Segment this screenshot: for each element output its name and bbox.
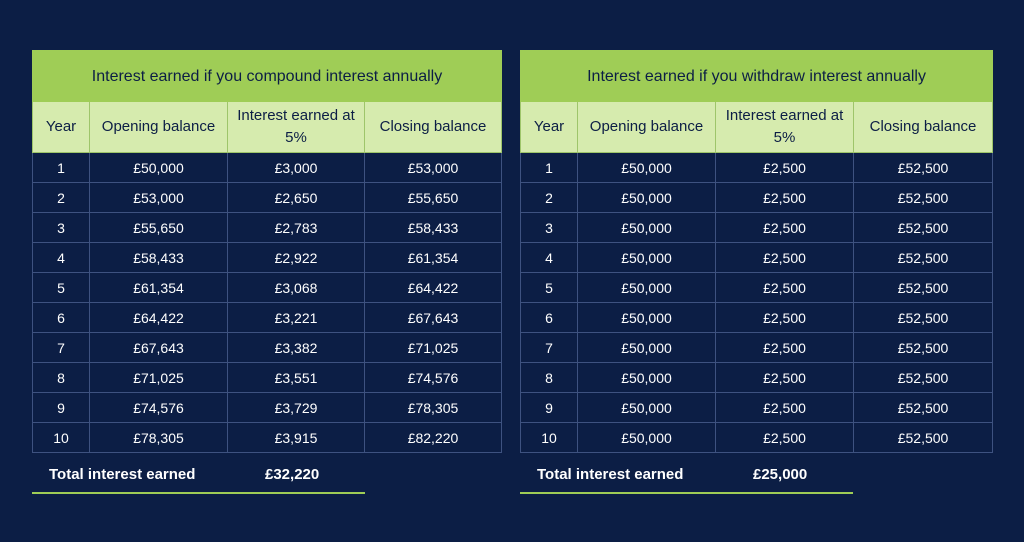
total-label: Total interest earned <box>49 466 196 483</box>
table-row <box>521 153 993 183</box>
year-cell: 8 <box>521 363 578 393</box>
year-cell: 4 <box>33 243 90 273</box>
header-closing-balance: Closing balance <box>365 102 502 153</box>
header-interest-earned: Interest earned at 5% <box>716 102 854 153</box>
opening-balance-cell: £50,000 <box>578 303 716 333</box>
table-row <box>521 393 993 423</box>
table-row <box>33 243 502 273</box>
opening-balance-cell: £50,000 <box>578 183 716 213</box>
opening-balance-cell: £78,305 <box>90 423 228 453</box>
closing-balance-cell: £52,500 <box>854 153 993 183</box>
interest-cell: £2,500 <box>716 243 854 273</box>
table-title-row <box>33 51 502 102</box>
header-year: Year <box>33 102 90 153</box>
compound-total <box>32 462 365 494</box>
year-cell: 10 <box>521 423 578 453</box>
year-cell: 7 <box>521 333 578 363</box>
table-row <box>33 153 502 183</box>
closing-balance-cell: £82,220 <box>365 423 502 453</box>
total-value: £32,220 <box>265 466 320 483</box>
year-cell: 8 <box>33 363 90 393</box>
table-row <box>33 213 502 243</box>
closing-balance-cell: £67,643 <box>365 303 502 333</box>
header-closing-balance: Closing balance <box>854 102 993 153</box>
year-cell: 3 <box>33 213 90 243</box>
opening-balance-cell: £50,000 <box>578 243 716 273</box>
table-row <box>33 363 502 393</box>
compound-table-title: Interest earned if you compound interest annually <box>33 51 502 102</box>
interest-cell: £2,500 <box>716 423 854 453</box>
year-cell: 5 <box>521 273 578 303</box>
opening-balance-cell: £74,576 <box>90 393 228 423</box>
total-value: £25,000 <box>753 466 808 483</box>
interest-cell: £3,000 <box>228 153 365 183</box>
table-row <box>521 423 993 453</box>
year-cell: 3 <box>521 213 578 243</box>
closing-balance-cell: £52,500 <box>854 303 993 333</box>
closing-balance-cell: £74,576 <box>365 363 502 393</box>
interest-cell: £3,068 <box>228 273 365 303</box>
year-cell: 5 <box>33 273 90 303</box>
closing-balance-cell: £52,500 <box>854 213 993 243</box>
year-cell: 1 <box>33 153 90 183</box>
interest-cell: £2,500 <box>716 183 854 213</box>
year-cell: 2 <box>521 183 578 213</box>
compound-table-panel <box>32 50 501 453</box>
opening-balance-cell: £71,025 <box>90 363 228 393</box>
opening-balance-cell: £53,000 <box>90 183 228 213</box>
table-row <box>521 273 993 303</box>
table-row <box>521 333 993 363</box>
interest-cell: £2,922 <box>228 243 365 273</box>
opening-balance-cell: £50,000 <box>578 273 716 303</box>
closing-balance-cell: £52,500 <box>854 393 993 423</box>
interest-cell: £2,500 <box>716 333 854 363</box>
opening-balance-cell: £50,000 <box>90 153 228 183</box>
withdraw-total <box>520 462 853 494</box>
header-interest-earned: Interest earned at 5% <box>228 102 365 153</box>
year-cell: 9 <box>521 393 578 423</box>
table-row <box>521 183 993 213</box>
interest-cell: £3,382 <box>228 333 365 363</box>
closing-balance-cell: £52,500 <box>854 243 993 273</box>
header-opening-balance: Opening balance <box>90 102 228 153</box>
opening-balance-cell: £50,000 <box>578 333 716 363</box>
table-row <box>33 183 502 213</box>
year-cell: 10 <box>33 423 90 453</box>
closing-balance-cell: £61,354 <box>365 243 502 273</box>
table-title-row <box>521 51 993 102</box>
interest-cell: £3,915 <box>228 423 365 453</box>
table-row <box>33 423 502 453</box>
closing-balance-cell: £53,000 <box>365 153 502 183</box>
year-cell: 2 <box>33 183 90 213</box>
closing-balance-cell: £58,433 <box>365 213 502 243</box>
opening-balance-cell: £50,000 <box>578 363 716 393</box>
closing-balance-cell: £64,422 <box>365 273 502 303</box>
closing-balance-cell: £52,500 <box>854 363 993 393</box>
year-cell: 7 <box>33 333 90 363</box>
year-cell: 1 <box>521 153 578 183</box>
opening-balance-cell: £50,000 <box>578 393 716 423</box>
interest-cell: £2,500 <box>716 273 854 303</box>
header-year: Year <box>521 102 578 153</box>
compound-table <box>32 50 502 453</box>
interest-cell: £2,500 <box>716 393 854 423</box>
opening-balance-cell: £67,643 <box>90 333 228 363</box>
year-cell: 6 <box>33 303 90 333</box>
table-row <box>33 303 502 333</box>
interest-cell: £2,500 <box>716 363 854 393</box>
table-row <box>33 273 502 303</box>
interest-cell: £2,500 <box>716 303 854 333</box>
withdraw-table <box>520 50 993 453</box>
closing-balance-cell: £52,500 <box>854 183 993 213</box>
interest-cell: £3,221 <box>228 303 365 333</box>
year-cell: 4 <box>521 243 578 273</box>
closing-balance-cell: £52,500 <box>854 333 993 363</box>
interest-cell: £2,500 <box>716 153 854 183</box>
compound-table-body <box>33 153 502 453</box>
total-label: Total interest earned <box>537 466 684 483</box>
header-opening-balance: Opening balance <box>578 102 716 153</box>
table-row <box>521 213 993 243</box>
opening-balance-cell: £61,354 <box>90 273 228 303</box>
table-row <box>521 243 993 273</box>
closing-balance-cell: £52,500 <box>854 273 993 303</box>
interest-cell: £2,783 <box>228 213 365 243</box>
interest-cell: £2,500 <box>716 213 854 243</box>
closing-balance-cell: £78,305 <box>365 393 502 423</box>
year-cell: 6 <box>521 303 578 333</box>
table-row <box>521 303 993 333</box>
table-row <box>33 333 502 363</box>
table-row <box>521 363 993 393</box>
closing-balance-cell: £55,650 <box>365 183 502 213</box>
interest-cell: £3,551 <box>228 363 365 393</box>
year-cell: 9 <box>33 393 90 423</box>
opening-balance-cell: £55,650 <box>90 213 228 243</box>
withdraw-table-title: Interest earned if you withdraw interest annually <box>521 51 993 102</box>
interest-cell: £2,650 <box>228 183 365 213</box>
column-header-row <box>33 102 502 153</box>
closing-balance-cell: £52,500 <box>854 423 993 453</box>
column-header-row <box>521 102 993 153</box>
withdraw-table-panel <box>520 50 992 453</box>
table-row <box>33 393 502 423</box>
opening-balance-cell: £58,433 <box>90 243 228 273</box>
opening-balance-cell: £64,422 <box>90 303 228 333</box>
opening-balance-cell: £50,000 <box>578 423 716 453</box>
withdraw-table-body <box>521 153 993 453</box>
closing-balance-cell: £71,025 <box>365 333 502 363</box>
opening-balance-cell: £50,000 <box>578 213 716 243</box>
interest-cell: £3,729 <box>228 393 365 423</box>
opening-balance-cell: £50,000 <box>578 153 716 183</box>
